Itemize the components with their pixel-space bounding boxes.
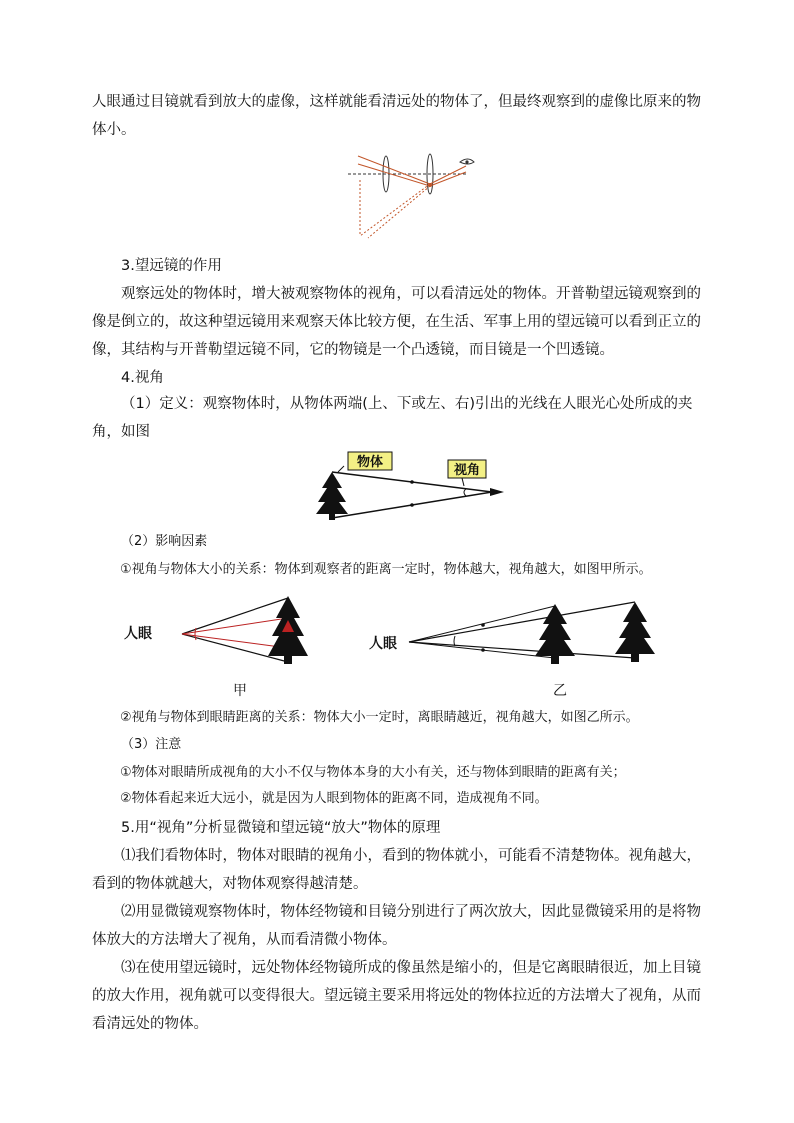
object-label: 物体 bbox=[356, 455, 384, 470]
section-3-heading: 3.望远镜的作用 bbox=[121, 258, 222, 274]
factors-heading: （2）影响因素 bbox=[121, 534, 208, 549]
figure-a-caption: 甲 bbox=[233, 683, 247, 699]
figure-b-caption: 乙 bbox=[553, 683, 567, 699]
eye-label-b: 人眼 bbox=[369, 636, 397, 652]
note-heading: （3）注意 bbox=[121, 737, 182, 752]
figure-b-object-distance bbox=[367, 598, 663, 664]
factor-2: ②视角与物体到眼睛距离的关系：物体大小一定时，离眼睛越近，视角越大，如图乙所示。 bbox=[120, 710, 639, 725]
note-1: ①物体对眼睛所成视角的大小不仅与物体本身的大小有关，还与物体到眼睛的距离有关； bbox=[120, 765, 626, 780]
factor-1: ①视角与物体大小的关系：物体到观察者的距离一定时，物体越大，视角越大，如图甲所示。 bbox=[120, 562, 652, 577]
section-5-p2: ⑵用显微镜观察物体时，物体经物镜和目镜分别进行了两次放大，因此显微镜采用的是将物体放大的方法增大了视角，从而看清微小物体。 bbox=[92, 904, 701, 948]
section-4-heading: 4.视角 bbox=[121, 370, 164, 386]
note-2: ②物体看起来近大远小，就是因为人眼到物体的距离不同，造成视角不同。 bbox=[120, 791, 548, 806]
section-5-p1: ⑴我们看物体时，物体对眼睛的视角小，看到的物体就小，可能看不清楚物体。视角越大，看到的物体就越大，对物体观察得越清楚。 bbox=[92, 848, 701, 892]
visual-angle-label: 视角 bbox=[453, 463, 481, 478]
visual-angle-diagram bbox=[314, 450, 524, 522]
section-5-p3: ⑶在使用望远镜时，远处物体经物镜所成的像虽然是缩小的，但是它离眼睛很近，加上目镜的放大作用，视角就可以变得很大。望远镜主要采用将远处的物体拉近的方法增大了视角，从而看清远处的物体。 bbox=[92, 960, 701, 1032]
paragraph-virtual-image: 人眼通过目镜就看到放大的虚像，这样就能看清远处的物体了，但最终观察到的虚像比原来的物体小。 bbox=[92, 94, 701, 138]
visual-angle-definition: （1）定义：观察物体时，从物体两端(上、下或左、右)引出的光线在人眼光心处所成的夹角，如图 bbox=[92, 396, 693, 440]
figure-a-object-size bbox=[122, 592, 322, 668]
section-5-heading: 5.用“视角”分析显微镜和望远镜“放大”物体的原理 bbox=[121, 820, 441, 836]
section-3-body: 观察远处的物体时，增大被观察物体的视角，可以看清远处的物体。开普勒望远镜观察到的像是倒立的，故这种望远镜用来观察天体比较方便，在生活、军事上用的望远镜可以看到正立的像，其结构与开普勒望远镜不同，它的物镜是一个凸透镜，而目镜是一个凹透镜。 bbox=[92, 286, 701, 358]
eye-label-a: 人眼 bbox=[124, 626, 152, 642]
telescope-ray-diagram bbox=[348, 146, 478, 248]
